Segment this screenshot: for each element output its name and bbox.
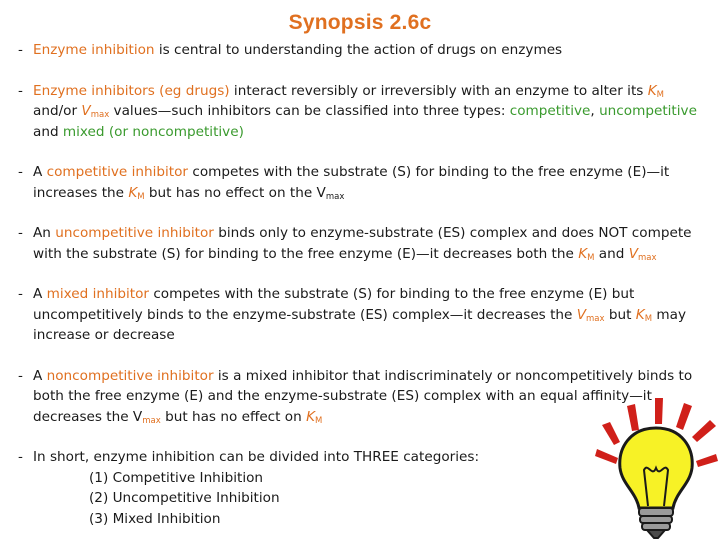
km-subscript: M [137,191,145,202]
bullet-dash: - [18,164,23,180]
km-symbol: K [647,82,657,99]
km-symbol: K [306,408,315,425]
slide-title: Synopsis 2.6c [288,11,432,34]
km-subscript: M [587,252,595,263]
term-mixed-inhibitor: mixed inhibitor [46,286,150,302]
lightbulb-icon [592,398,720,540]
term-competitive: competitive [509,103,591,119]
bulb-base [639,508,673,516]
bullet-uncompetitive-inhibitor [18,223,712,264]
bullet-text: A [33,286,47,302]
bullet-dash: - [18,449,23,465]
bullet-text: In short, enzyme inhibition can be divided into THREE categories: [33,449,480,465]
term-noncompetitive-inhibitor: noncompetitive inhibitor [46,367,214,384]
bullet-enzyme-inhibitors [18,81,712,143]
bullet-text: competes with the substrate (S) for binding to the free enzyme (E) but uncompetitively binds to the enzyme-substrate (ES) complex—it decreases the [33,286,635,323]
bullet-text: binds only to enzyme-substrate (ES) complex and does NOT compete with the substrate (S) for binding to the free enzyme (E)—it decreases both the [33,225,692,262]
bullet-enzyme-inhibition [18,40,712,61]
vmax-symbol: V [628,245,638,262]
km-symbol: K [635,306,645,323]
vmax-subscript: max [142,415,161,426]
bullet-dash: - [18,367,23,384]
bullet-text: values—such inhibitors can be classified into three types: [109,103,510,119]
category-item: (3) Mixed Inhibition [89,510,221,527]
vmax-subscript: max [586,313,605,324]
category-item: (2) Uncompetitive Inhibition [89,490,280,506]
term-enzyme-inhibition: Enzyme inhibition [33,42,155,58]
bullet-text: but has no effect on [160,408,307,425]
term-uncompetitive-inhibitor: uncompetitive inhibitor [55,225,214,241]
bullet-text: An [33,225,56,241]
vmax-symbol: V [81,103,91,119]
km-subscript: M [644,313,653,324]
category-item: (1) Competitive Inhibition [89,469,264,486]
km-symbol: K [128,184,138,201]
bullet-text: but [604,306,636,323]
bullet-text: and [594,245,629,262]
bullet-text: may increase or decrease [33,306,686,343]
km-subscript: M [656,89,664,100]
km-subscript: M [314,415,323,426]
bullet-text: A [33,367,47,384]
vmax-subscript: max [325,191,345,202]
bullet-dash: - [18,286,23,302]
bullet-text: is a mixed inhibitor that indiscriminately or noncompetitively binds to both the free enzyme (E) and the enzyme-substrate (ES) complex with an equal affinity—it decreases the V [33,367,693,425]
bullet-competitive-inhibitor [18,162,712,203]
vmax-subscript: max [638,252,657,263]
bullet-text: A [33,164,47,180]
term-mixed: mixed (or noncompetitive) [62,123,244,140]
term-competitive-inhibitor: competitive inhibitor [46,164,189,180]
bullet-text: competes with the substrate (S) for binding to the free enzyme (E)—it increases the [33,164,670,201]
term-uncompetitive: uncompetitive [599,103,697,119]
bullet-text: and [33,123,63,140]
bullet-text: interact reversibly or irreversibly with an enzyme to alter its [229,82,648,99]
vmax-subscript: max [90,110,110,120]
term-enzyme-inhibitors: Enzyme inhibitors (eg drugs) [33,82,230,99]
km-symbol: K [578,245,588,262]
bullet-dash: - [18,82,23,99]
bullet-dash: - [18,42,23,58]
bullet-dash: - [18,225,23,241]
bullet-text: , [590,103,600,119]
bullet-text: but has no effect on the V [144,184,326,201]
vmax-symbol: V [576,306,587,323]
bullet-text: and/or [33,103,82,119]
bullet-text: is central to understanding the action of drugs on enzymes [154,42,563,58]
bullet-mixed-inhibitor [18,284,712,346]
